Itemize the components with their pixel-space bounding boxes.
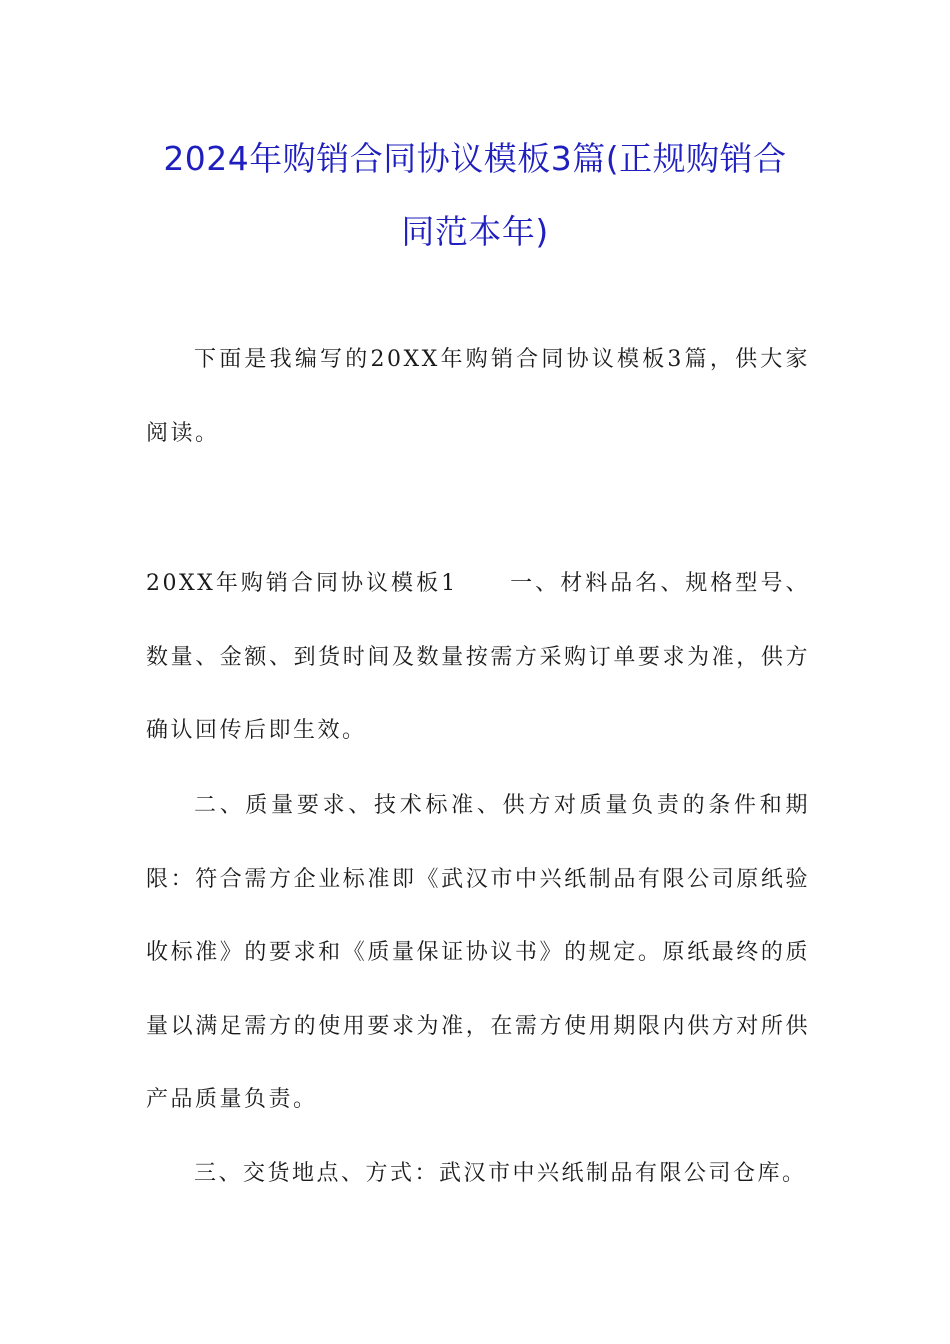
title-line-1: 2024年购销合同协议模板3篇(正规购销合 <box>163 139 787 178</box>
section-1-paragraph <box>146 547 810 768</box>
intro-paragraph: 下面是我编写的20XX年购销合同协议模板3篇，供大家阅读。 <box>146 347 810 446</box>
section-1-heading: 20XX年购销合同协议模板1 <box>146 571 458 596</box>
title-line-2: 同范本年) <box>401 212 549 251</box>
section-1-text: 一、材料品名、规格型号、数量、金额、到货时间及数量按需方采购订单要求为准，供方确认回传后即生效。 <box>146 571 810 743</box>
document-title <box>120 122 830 268</box>
section-2-paragraph: 二、质量要求、技术标准、供方对质量负责的条件和期限：符合需方企业标准即《武汉市中兴纸制品有限公司原纸验收标准》的要求和《质量保证协议书》的规定。原纸最终的质量以满足需方的使用要求为准，在需方使用期限内供方对所供产品质量负责。 <box>146 793 810 1112</box>
section-3-paragraph: 三、交货地点、方式：武汉市中兴纸制品有限公司仓库。 <box>194 1161 807 1186</box>
